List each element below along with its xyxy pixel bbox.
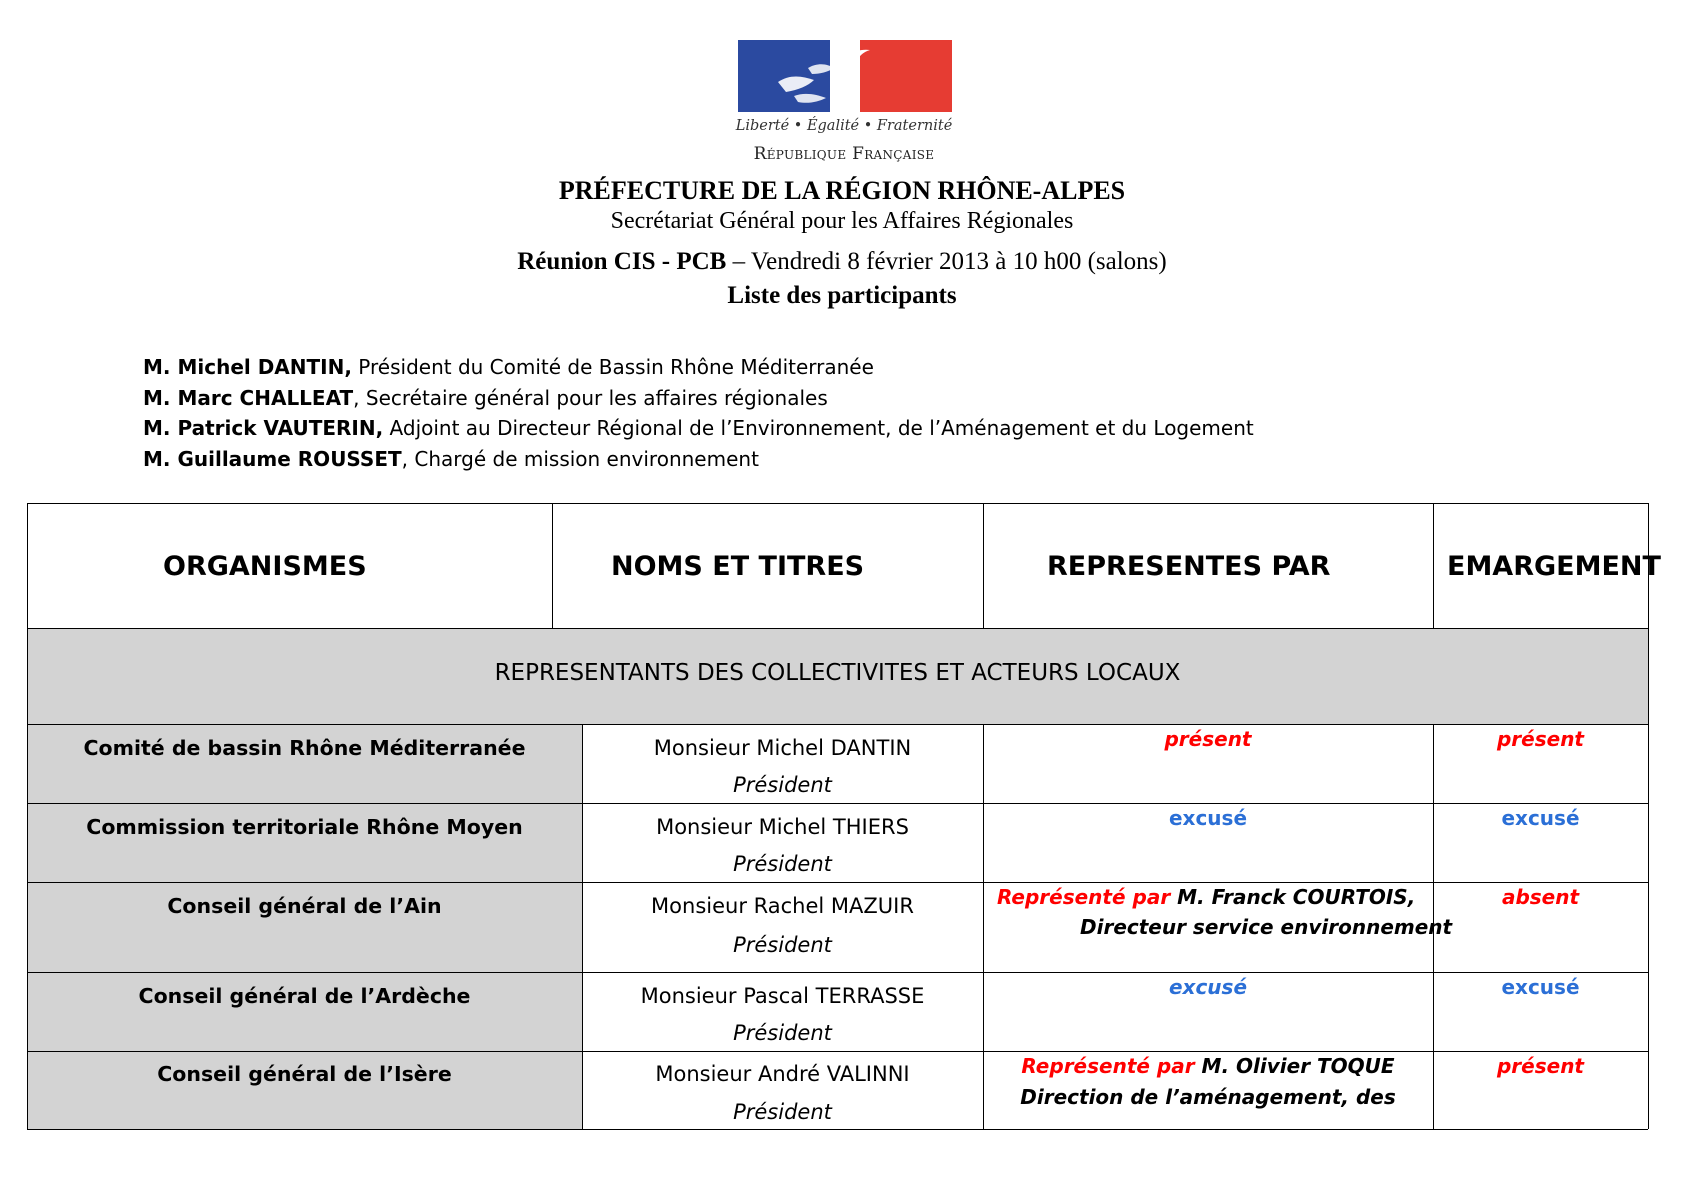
attendee-role: , Chargé de mission environnement	[401, 446, 759, 471]
rep-detail-line2: Direction de l’aménagement, des	[1020, 1085, 1396, 1109]
emarg-status: présent	[1496, 1054, 1584, 1078]
republique-francaise-logo	[734, 36, 954, 168]
participants-table	[27, 503, 1661, 1129]
header-emargement: EMARGEMENT	[1447, 551, 1661, 582]
org-cell: Conseil général de l’Ardèche	[138, 984, 471, 1008]
rep-detail-line2: Directeur service environnement	[1080, 915, 1453, 939]
title-cell: Président	[733, 1100, 832, 1124]
prefecture-heading: PRÉFECTURE DE LA RÉGION RHÔNE-ALPES	[558, 176, 1126, 205]
meeting-title: Réunion CIS - PCB	[517, 248, 727, 275]
title-cell: Président	[733, 852, 832, 876]
header-organismes: ORGANISMES	[163, 551, 367, 582]
attendee-role: Président du Comité de Bassin Rhône Méditerranée	[351, 355, 874, 379]
emarg-status: absent	[1501, 885, 1580, 909]
rep-status: excusé	[1168, 975, 1248, 999]
attendee-row	[143, 444, 1254, 475]
rep-label: Représenté par	[1021, 1054, 1195, 1078]
header-representes-par: REPRESENTES PAR	[1047, 551, 1331, 582]
rep-status: excusé	[1168, 806, 1248, 830]
rep-detail	[997, 885, 1415, 909]
emarg-status: excusé	[1501, 806, 1580, 830]
attendee-role: , Secrétaire général pour les affaires régionales	[353, 385, 828, 410]
meeting-date: – Vendredi 8 février 2013 à 10 h00 (salons)	[726, 248, 1167, 275]
marianne-flag-icon	[738, 40, 952, 112]
emarg-status: présent	[1496, 727, 1584, 751]
org-cell: Comité de bassin Rhône Méditerranée	[83, 736, 526, 760]
attendee-name: M. Patrick VAUTERIN,	[143, 416, 384, 440]
name-cell: Monsieur Michel THIERS	[656, 815, 909, 839]
rep-label: Représenté par	[997, 885, 1171, 909]
logo-republique: République Française	[753, 144, 935, 164]
emarg-status: excusé	[1501, 975, 1580, 999]
attendee-name: M. Michel DANTIN,	[143, 355, 352, 379]
name-cell: Monsieur Pascal TERRASSE	[640, 984, 925, 1008]
secretariat-heading: Secrétariat Général pour les Affaires Régionales	[610, 208, 1074, 234]
org-cell: Commission territoriale Rhône Moyen	[86, 815, 523, 839]
attendee-row	[143, 413, 1254, 444]
meeting-heading	[0, 248, 1684, 276]
logo-motto: Liberté • Égalité • Fraternité	[735, 118, 953, 134]
name-cell: Monsieur André VALINNI	[655, 1062, 910, 1086]
header-noms-titres: NOMS ET TITRES	[611, 551, 865, 582]
name-cell: Monsieur Rachel MAZUIR	[651, 894, 914, 918]
attendee-name: M. Guillaume ROUSSET	[143, 446, 402, 471]
section-title: REPRESENTANTS DES COLLECTIVITES ET ACTEURS LOCAUX	[494, 660, 1181, 686]
title-cell: Président	[733, 1021, 832, 1045]
rep-status: présent	[1164, 727, 1252, 751]
attendee-name: M. Marc CHALLEAT	[143, 385, 354, 410]
list-title: Liste des participants	[727, 282, 957, 309]
rep-person: M. Franck COURTOIS,	[1170, 885, 1416, 909]
attendee-row	[143, 352, 1254, 383]
title-cell: Président	[733, 933, 832, 957]
rep-detail	[983, 1054, 1433, 1078]
attendee-role: Adjoint au Directeur Régional de l’Environnement, de l’Aménagement et du Logement	[383, 416, 1254, 440]
attendee-list	[143, 352, 1254, 474]
rep-person: M. Olivier TOQUE	[1194, 1054, 1395, 1078]
org-cell: Conseil général de l’Isère	[157, 1062, 452, 1086]
title-cell: Président	[733, 773, 832, 797]
name-cell: Monsieur Michel DANTIN	[653, 736, 912, 760]
attendee-row	[143, 383, 1254, 414]
org-cell: Conseil général de l’Ain	[167, 894, 442, 918]
